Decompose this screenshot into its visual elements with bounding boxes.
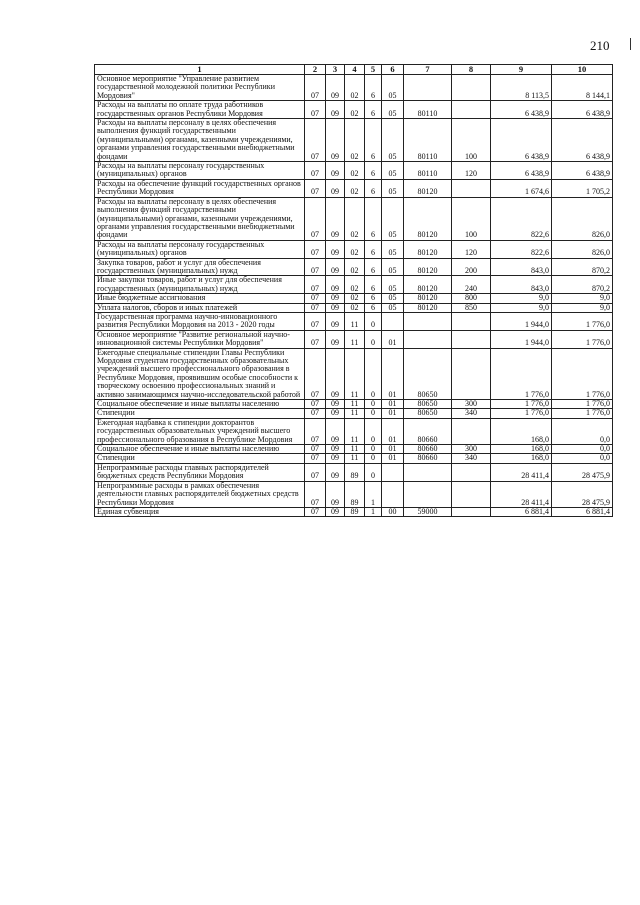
row-description: Расходы на выплаты персоналу государственных (муниципальных) органов <box>95 162 305 180</box>
cell-program: 11 <box>345 400 365 409</box>
cell-program: 02 <box>345 294 365 303</box>
row-description: Непрограммные расходы главных распорядителей бюджетных средств Республики Мордовия <box>95 463 305 481</box>
cell-amount-year2: 9,0 <box>552 303 613 312</box>
cell-measure: 05 <box>382 75 404 101</box>
table-row <box>95 240 613 258</box>
cell-measure: 05 <box>382 197 404 240</box>
table-row <box>95 294 613 303</box>
cell-amount-year1: 1 944,0 <box>491 312 552 330</box>
cell-amount-year2: 1 776,0 <box>552 312 613 330</box>
cell-amount-year2: 8 144,1 <box>552 75 613 101</box>
cell-subprogram: 6 <box>365 258 382 276</box>
cell-expense-type <box>452 179 491 197</box>
cell-subprogram: 0 <box>365 400 382 409</box>
table-row <box>95 258 613 276</box>
cell-amount-year2: 6 438,9 <box>552 101 613 119</box>
cell-amount-year2: 28 475,9 <box>552 481 613 507</box>
cell-amount-year1: 168,0 <box>491 454 552 463</box>
cell-subprogram: 6 <box>365 303 382 312</box>
row-description: Единая субвенция <box>95 507 305 516</box>
cell-amount-year1: 843,0 <box>491 258 552 276</box>
table-row <box>95 507 613 516</box>
table-row <box>95 418 613 444</box>
cell-amount-year2: 0,0 <box>552 418 613 444</box>
cell-direction <box>404 312 452 330</box>
cell-direction: 80650 <box>404 348 452 399</box>
cell-pr: 09 <box>326 162 345 180</box>
table-row <box>95 348 613 399</box>
cell-rz: 07 <box>305 507 326 516</box>
cell-measure: 05 <box>382 294 404 303</box>
cell-rz: 07 <box>305 179 326 197</box>
cell-measure: 01 <box>382 418 404 444</box>
cell-amount-year2: 6 881,4 <box>552 507 613 516</box>
cell-measure: 01 <box>382 330 404 348</box>
cell-pr: 09 <box>326 445 345 454</box>
cell-pr: 09 <box>326 507 345 516</box>
cell-expense-type: 240 <box>452 276 491 294</box>
cell-subprogram: 6 <box>365 162 382 180</box>
cell-amount-year2: 826,0 <box>552 197 613 240</box>
cell-rz: 07 <box>305 258 326 276</box>
cell-program: 11 <box>345 454 365 463</box>
column-header: 5 <box>365 65 382 75</box>
cell-subprogram: 1 <box>365 481 382 507</box>
cell-expense-type <box>452 101 491 119</box>
table-row <box>95 179 613 197</box>
cell-expense-type: 120 <box>452 162 491 180</box>
table-row <box>95 162 613 180</box>
cell-subprogram: 0 <box>365 463 382 481</box>
cell-amount-year1: 1 944,0 <box>491 330 552 348</box>
column-header: 6 <box>382 65 404 75</box>
cell-direction: 80660 <box>404 445 452 454</box>
cell-direction: 80120 <box>404 240 452 258</box>
column-header: 10 <box>552 65 613 75</box>
cell-program: 11 <box>345 312 365 330</box>
cell-measure: 01 <box>382 348 404 399</box>
cell-direction: 80120 <box>404 303 452 312</box>
cell-direction: 80120 <box>404 197 452 240</box>
cell-subprogram: 0 <box>365 445 382 454</box>
cell-expense-type: 300 <box>452 400 491 409</box>
cell-expense-type <box>452 463 491 481</box>
cell-rz: 07 <box>305 75 326 101</box>
cell-measure: 05 <box>382 258 404 276</box>
cell-measure: 01 <box>382 454 404 463</box>
row-description: Основное мероприятие "Развитие региональной научно-инновационной системы Республики Мордовия" <box>95 330 305 348</box>
cell-pr: 09 <box>326 409 345 418</box>
cell-program: 02 <box>345 162 365 180</box>
row-description: Ежегодные специальные стипендии Главы Республики Мордовия студентам государственных образовательных учреждений высшего профессионального образования в Республике Мордовия, проявившим особые способности к творческому освоению профессиональных знаний и активно занимающимся научно-исследовательской работой <box>95 348 305 399</box>
cell-program: 11 <box>345 330 365 348</box>
cell-measure <box>382 481 404 507</box>
cell-amount-year1: 1 674,6 <box>491 179 552 197</box>
cell-rz: 07 <box>305 330 326 348</box>
cell-measure <box>382 463 404 481</box>
cell-pr: 09 <box>326 330 345 348</box>
cell-pr: 09 <box>326 303 345 312</box>
cell-pr: 09 <box>326 258 345 276</box>
cell-direction: 80110 <box>404 119 452 162</box>
cell-measure: 01 <box>382 400 404 409</box>
cell-expense-type: 340 <box>452 409 491 418</box>
cell-amount-year2: 1 776,0 <box>552 409 613 418</box>
cell-amount-year2: 0,0 <box>552 445 613 454</box>
row-description: Ежегодная надбавка к стипендии докторантов государственных образовательных учреждений высшего профессионального образования в Республике Мордовия <box>95 418 305 444</box>
cell-pr: 09 <box>326 119 345 162</box>
table-row <box>95 197 613 240</box>
header-row <box>95 65 613 75</box>
row-description: Иные закупки товаров, работ и услуг для обеспечения государственных (муниципальных) нужд <box>95 276 305 294</box>
cell-rz: 07 <box>305 276 326 294</box>
cell-expense-type <box>452 348 491 399</box>
cell-direction: 59000 <box>404 507 452 516</box>
cell-pr: 09 <box>326 75 345 101</box>
cell-amount-year1: 168,0 <box>491 445 552 454</box>
cell-amount-year2: 6 438,9 <box>552 162 613 180</box>
column-header: 9 <box>491 65 552 75</box>
cell-program: 89 <box>345 481 365 507</box>
cell-subprogram: 1 <box>365 507 382 516</box>
cell-program: 02 <box>345 240 365 258</box>
cell-measure: 05 <box>382 276 404 294</box>
column-header: 3 <box>326 65 345 75</box>
cell-measure: 05 <box>382 303 404 312</box>
row-description: Государственная программа научно-инновационного развития Республики Мордовия на 2013 - 2020 годы <box>95 312 305 330</box>
cell-measure: 05 <box>382 179 404 197</box>
cell-amount-year1: 9,0 <box>491 294 552 303</box>
row-description: Расходы на выплаты персоналу в целях обеспечения выполнения функций государственными (муниципальными) органами, казенными учреждениями, органами управления государственными внебюджетными фондами <box>95 119 305 162</box>
cell-pr: 09 <box>326 101 345 119</box>
cell-amount-year2: 1 705,2 <box>552 179 613 197</box>
row-description: Социальное обеспечение и иные выплаты населению <box>95 400 305 409</box>
cell-expense-type: 850 <box>452 303 491 312</box>
cell-measure: 05 <box>382 101 404 119</box>
cell-direction <box>404 463 452 481</box>
column-header: 8 <box>452 65 491 75</box>
cell-program: 02 <box>345 276 365 294</box>
cell-program: 02 <box>345 179 365 197</box>
cell-direction: 80120 <box>404 294 452 303</box>
row-description: Расходы на обеспечение функций государственных органов Республики Мордовия <box>95 179 305 197</box>
table-row <box>95 409 613 418</box>
cell-expense-type <box>452 330 491 348</box>
cell-measure: 01 <box>382 445 404 454</box>
cell-program: 11 <box>345 409 365 418</box>
cell-expense-type: 100 <box>452 197 491 240</box>
cell-pr: 09 <box>326 312 345 330</box>
cell-direction: 80120 <box>404 179 452 197</box>
cell-subprogram: 6 <box>365 240 382 258</box>
cell-direction: 80650 <box>404 400 452 409</box>
cell-amount-year1: 1 776,0 <box>491 409 552 418</box>
cell-amount-year1: 1 776,0 <box>491 400 552 409</box>
row-description: Расходы на выплаты персоналу государственных (муниципальных) органов <box>95 240 305 258</box>
cell-pr: 09 <box>326 179 345 197</box>
cell-subprogram: 6 <box>365 197 382 240</box>
cell-measure: 00 <box>382 507 404 516</box>
column-header: 4 <box>345 65 365 75</box>
cell-pr: 09 <box>326 240 345 258</box>
cell-program: 02 <box>345 303 365 312</box>
cell-measure: 01 <box>382 409 404 418</box>
column-header: 7 <box>404 65 452 75</box>
cell-rz: 07 <box>305 119 326 162</box>
cell-amount-year1: 843,0 <box>491 276 552 294</box>
cell-expense-type: 800 <box>452 294 491 303</box>
cell-program: 11 <box>345 418 365 444</box>
cell-expense-type: 200 <box>452 258 491 276</box>
cell-expense-type: 120 <box>452 240 491 258</box>
cell-direction: 80120 <box>404 276 452 294</box>
cell-rz: 07 <box>305 294 326 303</box>
cell-amount-year1: 28 411,4 <box>491 481 552 507</box>
cell-amount-year2: 1 776,0 <box>552 348 613 399</box>
cell-expense-type: 300 <box>452 445 491 454</box>
table-row <box>95 463 613 481</box>
cell-amount-year2: 1 776,0 <box>552 400 613 409</box>
cell-subprogram: 0 <box>365 348 382 399</box>
row-description: Расходы на выплаты по оплате труда работников государственных органов Республики Мордовия <box>95 101 305 119</box>
cell-subprogram: 0 <box>365 409 382 418</box>
cell-measure: 05 <box>382 119 404 162</box>
cell-rz: 07 <box>305 101 326 119</box>
budget-table <box>94 64 613 517</box>
cell-amount-year2: 28 475,9 <box>552 463 613 481</box>
row-description: Уплата налогов, сборов и иных платежей <box>95 303 305 312</box>
cell-program: 11 <box>345 348 365 399</box>
cell-expense-type <box>452 75 491 101</box>
cell-subprogram: 0 <box>365 312 382 330</box>
table-row <box>95 481 613 507</box>
cell-direction: 80120 <box>404 258 452 276</box>
table-row <box>95 454 613 463</box>
cell-pr: 09 <box>326 418 345 444</box>
row-description: Иные бюджетные ассигнования <box>95 294 305 303</box>
cell-direction: 80660 <box>404 454 452 463</box>
table-row <box>95 330 613 348</box>
cell-program: 89 <box>345 507 365 516</box>
page-edge-mark <box>630 38 631 50</box>
row-description: Непрограммные расходы в рамках обеспечения деятельности главных распорядителей бюджетных средств Республики Мордовия <box>95 481 305 507</box>
cell-program: 02 <box>345 258 365 276</box>
cell-subprogram: 0 <box>365 330 382 348</box>
cell-amount-year2: 0,0 <box>552 454 613 463</box>
cell-amount-year2: 870,2 <box>552 276 613 294</box>
cell-pr: 09 <box>326 294 345 303</box>
cell-pr: 09 <box>326 276 345 294</box>
cell-expense-type: 100 <box>452 119 491 162</box>
cell-measure <box>382 312 404 330</box>
cell-rz: 07 <box>305 409 326 418</box>
cell-amount-year1: 168,0 <box>491 418 552 444</box>
cell-measure: 05 <box>382 162 404 180</box>
cell-rz: 07 <box>305 303 326 312</box>
cell-amount-year1: 9,0 <box>491 303 552 312</box>
cell-amount-year1: 822,6 <box>491 240 552 258</box>
table-row <box>95 101 613 119</box>
row-description: Закупка товаров, работ и услуг для обеспечения государственных (муниципальных) нужд <box>95 258 305 276</box>
cell-rz: 07 <box>305 418 326 444</box>
cell-amount-year1: 6 881,4 <box>491 507 552 516</box>
cell-subprogram: 6 <box>365 119 382 162</box>
cell-amount-year1: 1 776,0 <box>491 348 552 399</box>
cell-rz: 07 <box>305 348 326 399</box>
cell-rz: 07 <box>305 197 326 240</box>
cell-amount-year2: 9,0 <box>552 294 613 303</box>
cell-direction: 80660 <box>404 418 452 444</box>
row-description: Основное мероприятие "Управление развитием государственной молодежной политики Республики Мордовия" <box>95 75 305 101</box>
cell-rz: 07 <box>305 454 326 463</box>
cell-subprogram: 6 <box>365 75 382 101</box>
cell-pr: 09 <box>326 481 345 507</box>
column-header: 2 <box>305 65 326 75</box>
cell-direction <box>404 330 452 348</box>
cell-expense-type <box>452 312 491 330</box>
cell-rz: 07 <box>305 445 326 454</box>
cell-pr: 09 <box>326 463 345 481</box>
cell-pr: 09 <box>326 197 345 240</box>
cell-program: 02 <box>345 75 365 101</box>
cell-amount-year1: 6 438,9 <box>491 162 552 180</box>
cell-direction <box>404 481 452 507</box>
cell-subprogram: 0 <box>365 418 382 444</box>
cell-amount-year2: 1 776,0 <box>552 330 613 348</box>
cell-expense-type <box>452 481 491 507</box>
row-description: Социальное обеспечение и иные выплаты населению <box>95 445 305 454</box>
table-row <box>95 119 613 162</box>
cell-subprogram: 6 <box>365 276 382 294</box>
cell-program: 11 <box>345 445 365 454</box>
cell-subprogram: 6 <box>365 294 382 303</box>
row-description: Стипендии <box>95 454 305 463</box>
cell-subprogram: 6 <box>365 179 382 197</box>
cell-rz: 07 <box>305 481 326 507</box>
row-description: Стипендии <box>95 409 305 418</box>
cell-rz: 07 <box>305 240 326 258</box>
cell-measure: 05 <box>382 240 404 258</box>
cell-rz: 07 <box>305 162 326 180</box>
cell-subprogram: 0 <box>365 454 382 463</box>
cell-program: 02 <box>345 119 365 162</box>
cell-rz: 07 <box>305 463 326 481</box>
cell-rz: 07 <box>305 400 326 409</box>
table-row <box>95 312 613 330</box>
cell-amount-year1: 28 411,4 <box>491 463 552 481</box>
cell-direction: 80110 <box>404 101 452 119</box>
row-description: Расходы на выплаты персоналу в целях обеспечения выполнения функций государственными (муниципальными) органами, казенными учреждениями, органами управления государственными внебюджетными фондами <box>95 197 305 240</box>
cell-amount-year1: 6 438,9 <box>491 101 552 119</box>
column-header: 1 <box>95 65 305 75</box>
page-number: 210 <box>590 38 610 53</box>
cell-amount-year1: 8 113,5 <box>491 75 552 101</box>
table-row <box>95 276 613 294</box>
cell-expense-type: 340 <box>452 454 491 463</box>
cell-amount-year2: 870,2 <box>552 258 613 276</box>
cell-amount-year1: 6 438,9 <box>491 119 552 162</box>
cell-program: 02 <box>345 101 365 119</box>
cell-direction: 80110 <box>404 162 452 180</box>
cell-expense-type <box>452 418 491 444</box>
cell-direction <box>404 75 452 101</box>
cell-pr: 09 <box>326 454 345 463</box>
cell-program: 89 <box>345 463 365 481</box>
cell-pr: 09 <box>326 400 345 409</box>
cell-pr: 09 <box>326 348 345 399</box>
cell-amount-year2: 6 438,9 <box>552 119 613 162</box>
cell-rz: 07 <box>305 312 326 330</box>
cell-direction: 80650 <box>404 409 452 418</box>
cell-subprogram: 6 <box>365 101 382 119</box>
cell-expense-type <box>452 507 491 516</box>
table-row <box>95 75 613 101</box>
cell-amount-year2: 826,0 <box>552 240 613 258</box>
cell-program: 02 <box>345 197 365 240</box>
cell-amount-year1: 822,6 <box>491 197 552 240</box>
